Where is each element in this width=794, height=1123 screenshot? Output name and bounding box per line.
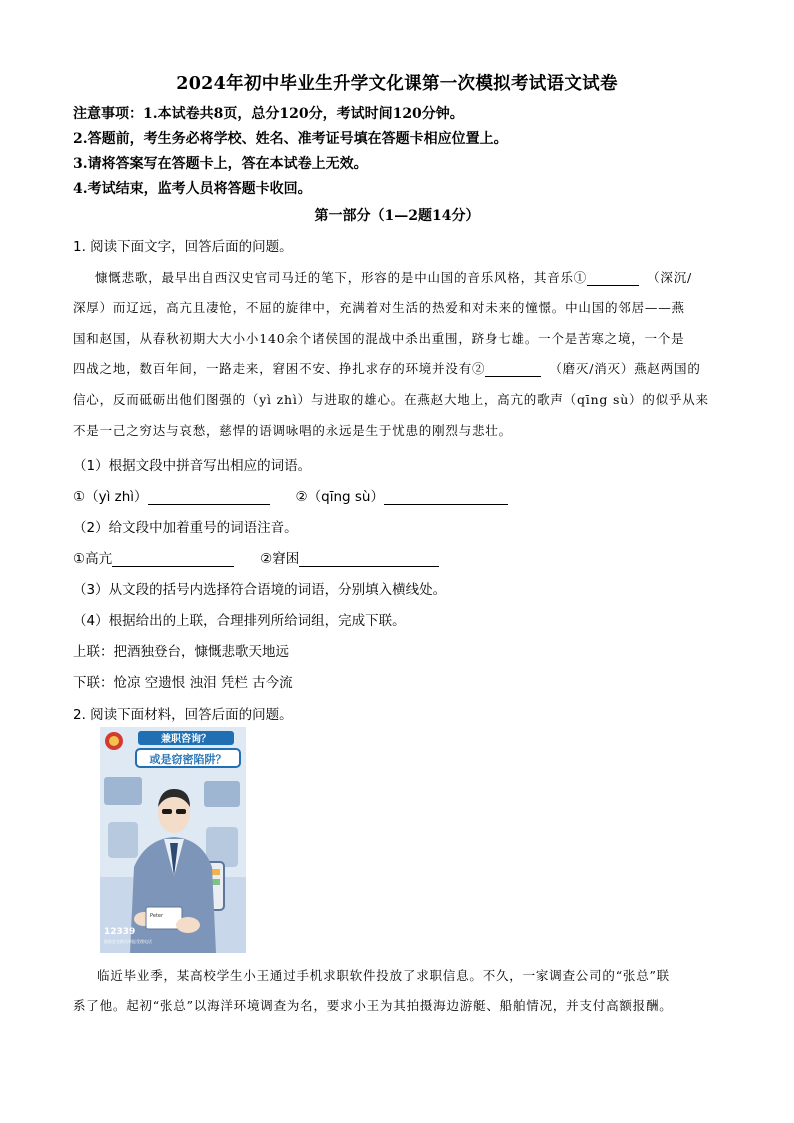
couplet-lower: 下联：怆凉 空遗恨 浊泪 凭栏 古今流 [73,675,293,691]
subquestion-4: （4）根据给出的上联，合理排列所给词组，完成下联。 [73,613,406,629]
material-line-1: 临近毕业季，某高校学生小王通过手机求职软件投放了求职信息。不久，一家调查公司的“张总”联 [97,968,670,983]
subquestion-2-answers [73,547,439,567]
subquestion-3: （3）从文段的括号内选择符合语境的词语，分别填入横线处。 [73,582,447,598]
passage-line-6: 不是一己之穷达与哀愁，慈悍的语调咏唱的永远是生于忧患的刚烈与悲壮。 [73,423,512,438]
subquestion-1: （1）根据文段中拼音写出相应的词语。 [73,458,312,474]
hotline-number: 12339 [104,927,136,937]
passage-line-3: 国和赵国，从春秋初期大大小小140余个诸侯国的混战中杀出重围，跻身七雄。一个是苦寒之境，一个是 [73,331,685,346]
subquestion-2: （2）给文段中加着重号的词语注音。 [73,520,298,536]
answer-field-qingsu[interactable] [384,491,508,505]
answer-blank-1[interactable] [587,272,639,286]
poster-illustration [100,727,246,953]
answer-blank-2[interactable] [485,363,541,377]
answer-field-yizhi[interactable] [148,491,270,505]
business-card-name: Peter [150,913,164,919]
passage-text: （深沉/ [647,270,693,285]
passage-text: （磨灭/消灭）燕赵两国的 [549,361,701,376]
answer-field-gaokang[interactable] [112,553,234,567]
passage-text: 慷慨悲歌，最早出自西汉史官司马迁的笔下，形容的是中山国的音乐风格，其音乐① [95,270,588,285]
answer-label-yizhi: ①（yì zhì） [73,489,148,505]
anti-espionage-poster [100,727,246,953]
notice-line-1: 注意事项：1.本试卷共8页，总分120分，考试时间120分钟。 [73,106,464,122]
notice-line-3: 3.请将答案写在答题卡上，答在本试卷上无效。 [73,156,368,172]
section-heading: 第一部分（1—2题14分） [314,208,480,224]
couplet-upper: 上联：把酒独登台，慷慨悲歌天地远 [73,644,289,660]
exam-title: 2024年初中毕业生升学文化课第一次模拟考试语文试卷 [176,74,618,94]
passage-line-1 [95,268,745,286]
answer-label-gaokang: ①高亢 [73,551,113,567]
answer-field-jiongkun[interactable] [299,553,439,567]
question-1-prompt: 1. 阅读下面文字，回答后面的问题。 [73,239,293,255]
notice-line-4: 4.考试结束，监考人员将答题卡收回。 [73,181,312,197]
answer-label-jiongkun: ②窘困 [260,551,300,567]
passage-line-4 [73,359,723,377]
poster-title-2: 或是窃密陷阱？ [149,753,227,766]
material-line-2: 系了他。起初“张总”以海洋环境调查为名，要求小王为其拍摄海边游艇、船舶情况，并支付高额报酬。 [73,998,673,1013]
hotline-caption: 国家安全机关举报受理电话 [104,939,152,944]
subquestion-1-answers [73,485,508,505]
passage-line-2: 深厚）而辽远，高亢且凄怆，不屈的旋律中，充满着对生活的热爱和对未来的憧憬。中山国的邻居——燕 [73,300,685,315]
passage-line-5: 信心，反而砥砺出他们图强的（yì zhì）与进取的雄心。在燕赵大地上，高亢的歌声（qīng sù）的似乎从来 [73,392,709,407]
poster-title-1: 兼职咨询？ [161,734,211,745]
passage-text: 四战之地，数百年间，一路走来，窘困不安、挣扎求存的环境并没有② [73,361,486,376]
question-2-prompt: 2. 阅读下面材料，回答后面的问题。 [73,707,293,723]
notice-line-2: 2.答题前，考生务必将学校、姓名、准考证号填在答题卡相应位置上。 [73,131,508,147]
answer-label-qingsu: ②（qīng sù） [295,489,384,505]
